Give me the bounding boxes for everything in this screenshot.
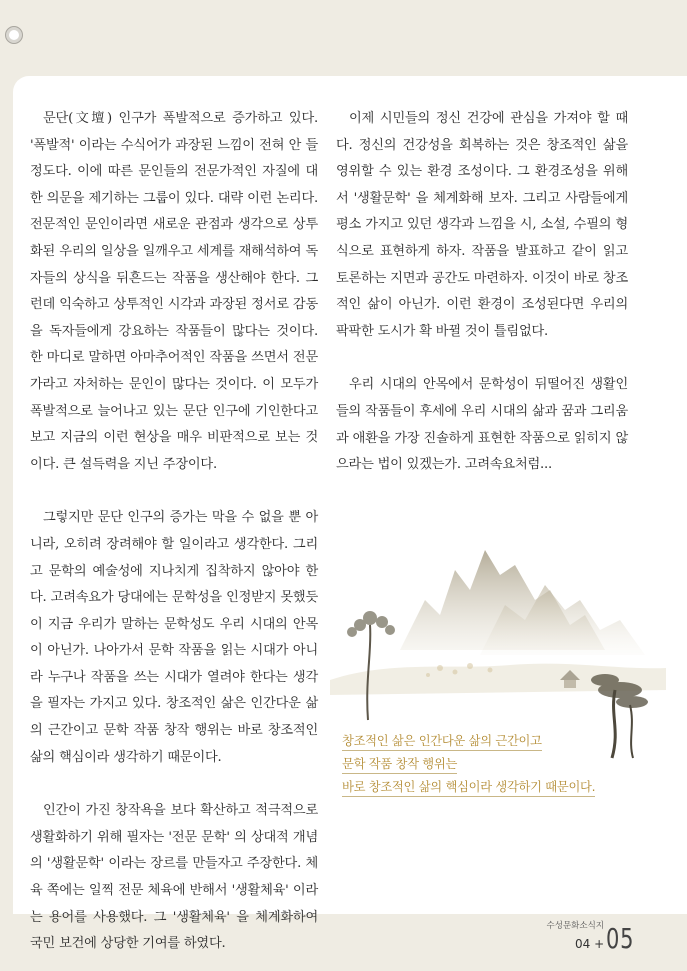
caption-line: 문학 작품 창작 행위는 (342, 753, 642, 776)
paragraph: 이제 시민들의 정신 건강에 관심을 가져야 할 때다. 정신의 건강성을 회복하는 것은 창조적인 삶을 영위할 수 있는 환경 조성이다. 그 환경조성을 위해서 '생활문학' 을 체계화해 보자. 그리고 사람들에게 평소 가지고 있던 생각과 느낌을 시, 소설, 수필의 형식으로 표현하게 하자. 작품을 발표하고 같이 읽고 토론하는 지면과 공간도 마련하자. 이것이 바로 창조적인 삶이 아닌가. 이런 환경이 조성된다면 우리의 팍팍한 도시가 확 바뀔 것이 틀림없다. (336, 111, 628, 339)
page-number: 05 (606, 922, 635, 955)
issue-number: 04 + (575, 937, 605, 951)
paragraph: 인간이 가진 창작욕을 보다 확산하고 적극적으로 생활화하기 위해 필자는 '전문 문학' 의 상대적 개념의 '생활문학' 이라는 장르를 만들자고 주장한다. 체육 쪽에는 일찍 전문 체육에 반해서 '생활체육' 이라는 용어를 사용했다. 그 '생활체육' 을 체계화하여 국민 보건에 상당한 기여를 하였다. (30, 803, 318, 952)
binder-hole-icon (5, 26, 23, 44)
left-column (30, 106, 318, 958)
paragraph: 그렇지만 문단 인구의 증가는 막을 수 없을 뿐 아니라, 오히려 장려해야 할 일이라고 생각한다. 그리고 문학의 예술성에 지나치게 집착하지 않아야 한다. 고려속요가 당대에는 문학성을 인정받지 못했듯이 지금 우리가 말하는 문학성도 우리 시대의 안목이 아닌가. 나아가서 문학 작품을 읽는 시대가 아니라 누구나 작품을 쓰는 시대가 열려야 한다는 생각을 필자는 가지고 있다. 창조적인 삶은 인간다운 삶의 근간이고 문학 작품 창작 행위는 바로 창조적인 삶의 핵심이라 생각하기 때문이다. (30, 510, 318, 765)
landscape-painting-illustration (330, 530, 666, 760)
pull-quote-caption (342, 730, 642, 799)
publication-name: 수성문화소식지 (546, 921, 604, 931)
caption-line: 바로 창조적인 삶의 핵심이라 생각하기 때문이다. (342, 776, 642, 799)
paragraph: 문단(文壇) 인구가 폭발적으로 증가하고 있다. '폭발적' 이라는 수식어가 과장된 느낌이 전혀 안 들 정도다. 이에 따른 문인들의 전문가적인 자질에 대한 의문을 제기하는 그룹이 있다. 대략 이런 논리다. 전문적인 문인이라면 새로운 관점과 생각으로 상투화된 우리의 일상을 일깨우고 세계를 재해석하여 독자들의 상식을 뒤흔드는 작품을 생산해야 한다. 그런데 익숙하고 상투적인 시각과 과장된 정서로 감동을 독자들에게 강요하는 작품들이 많다는 것이다. 한 마디로 말하면 아마추어적인 작품을 쓰면서 전문가라고 자처하는 문인이 많다는 것이다. 이 모두가 폭발적으로 늘어나고 있는 문단 인구에 기인한다고 보고 지금의 이런 현상을 매우 비판적으로 보는 것이다. 큰 설득력을 지닌 주장이다. (30, 111, 318, 472)
caption-line: 창조적인 삶은 인간다운 삶의 근간이고 (342, 730, 642, 753)
paragraph: 우리 시대의 안목에서 문학성이 뒤떨어진 생활인들의 작품들이 후세에 우리 시대의 삶과 꿈과 그리움과 애환을 가장 진솔하게 표현한 작품으로 읽히지 않으라는 법이 있겠는가. 고려속요처럼... (336, 377, 628, 473)
right-column (336, 106, 628, 479)
